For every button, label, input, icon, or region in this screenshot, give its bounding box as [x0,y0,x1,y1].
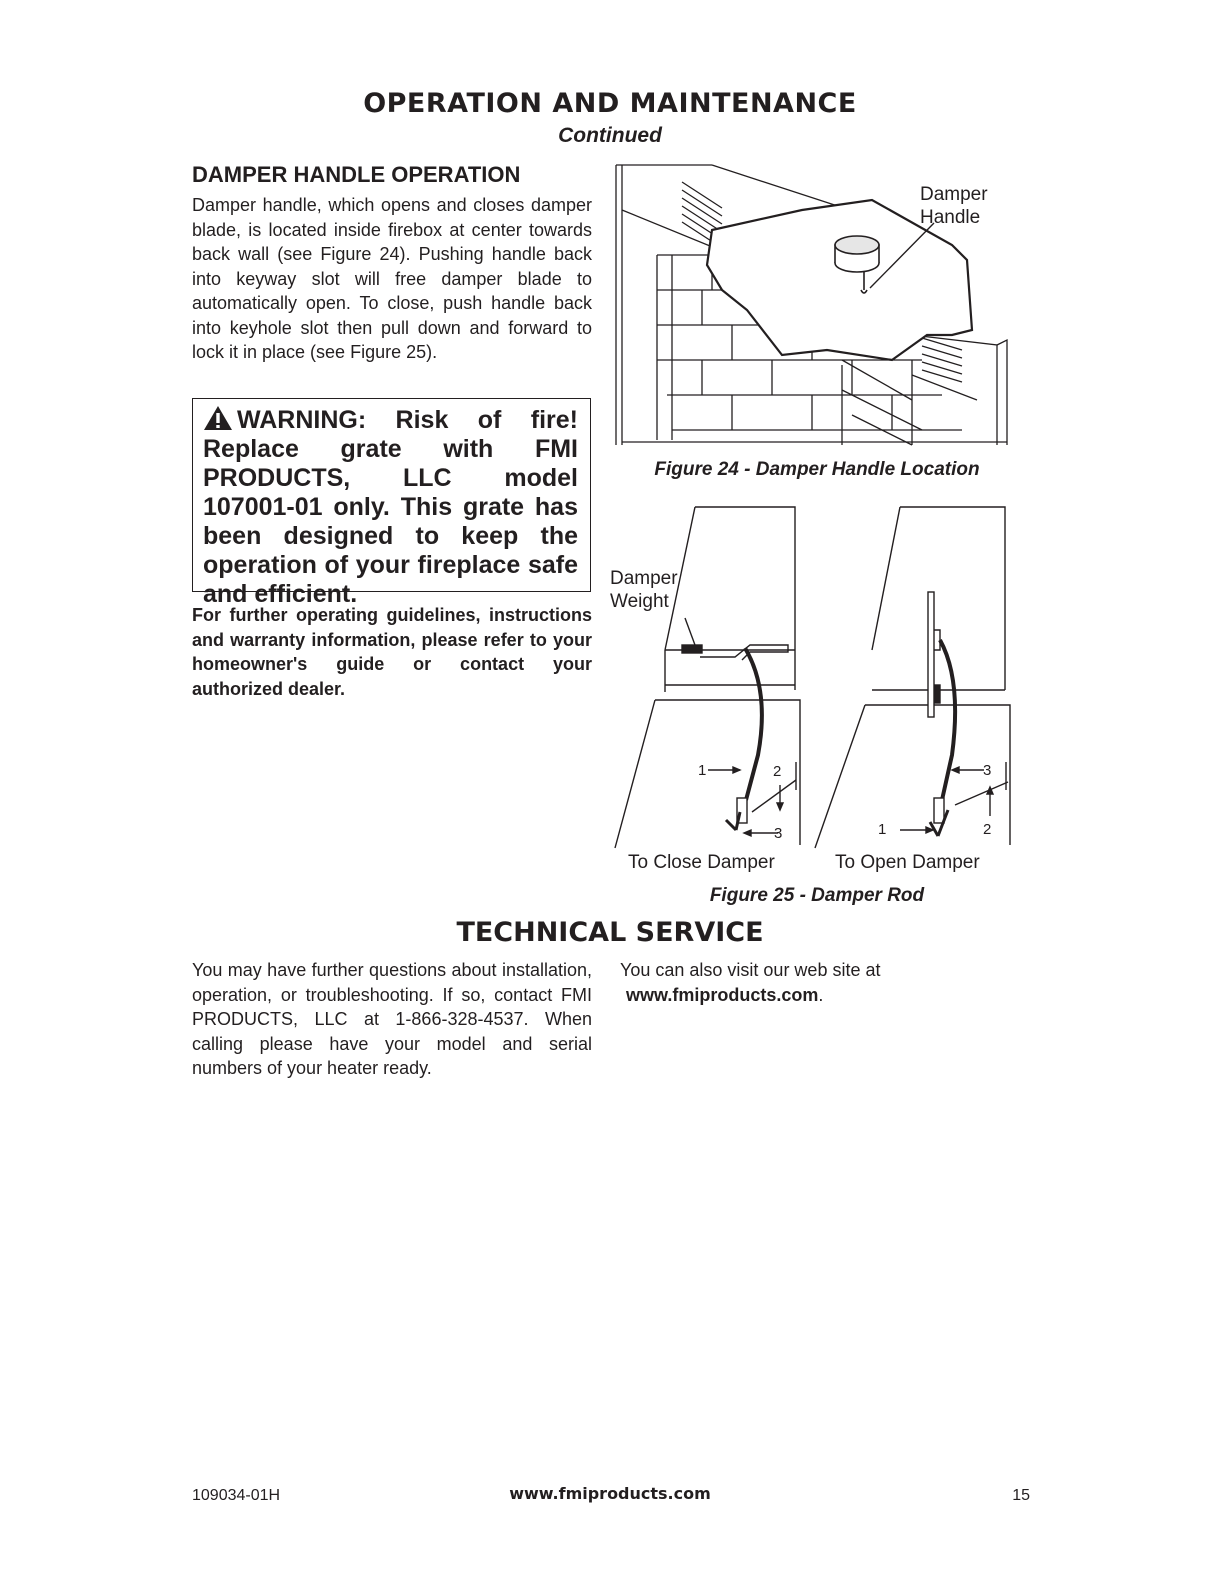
website-period: . [818,984,824,1005]
damper-handle-label-line1: Damper [920,184,988,205]
damper-section-body: Damper handle, which opens and closes damper blade, is located inside firebox at center towards back wall (see Figure 24). Pushing handle back into keyway slot will free damper blade to automatically open. To close, push handle back into keyhole slot then pull down and forward to lock it in place (see Figure 25). [192,195,592,362]
figure-25-caption: Figure 25 - Damper Rod [709,885,925,906]
figure-24-caption: Figure 24 - Damper Handle Location [654,459,980,480]
open-step-2: 2 [983,821,992,838]
guidelines-text: For further operating guidelines, instructions and warranty information, please refer to your homeowner's guide or contact your authorized dealer. [192,605,592,699]
damper-section-heading: DAMPER HANDLE OPERATION [192,162,521,187]
website-link[interactable]: www.fmiproducts.com [626,984,819,1005]
technical-service-right-text [620,958,1020,1007]
page-title: OPERATION AND MAINTENANCE [363,88,857,119]
damper-weight-label-line1: Damper [610,568,678,589]
close-step-3: 3 [774,825,783,842]
technical-service-left-text: You may have further questions about installation, operation, or troubleshooting. If so, contact FMI PRODUCTS, LLC at 1-866-328-4537. When calling please have your model and serial numbers of your heater ready. [192,960,592,1078]
footer-page-number: 15 [1012,1487,1030,1504]
website-intro: You can also visit our web site at [620,960,881,980]
damper-weight-label [610,567,678,613]
page-subtitle: Continued [558,124,662,147]
warning-triangle-icon [203,405,233,431]
footer-doc-number: 109034-01H [192,1487,281,1504]
warning-text: WARNING: Risk of fire! Replace grate with FMI PRODUCTS, LLC model 107001-01 only. This grate has been designed to keep the operation of your fireplace safe and efficient. [203,406,578,608]
to-open-damper-label: To Open Damper [835,852,980,873]
figure-25-illustration [610,500,1025,855]
open-step-3: 3 [983,762,992,779]
damper-handle-label-line2: Handle [920,207,981,228]
to-close-damper-label: To Close Damper [628,852,775,873]
damper-weight-label-line2: Weight [610,591,669,612]
warning-box [192,398,591,608]
close-step-2: 2 [773,763,782,780]
close-step-1: 1 [698,762,707,779]
footer-website[interactable]: www.fmiproducts.com [509,1484,711,1503]
technical-service-title: TECHNICAL SERVICE [456,917,764,948]
open-step-1: 1 [878,821,887,838]
damper-handle-label [920,183,988,229]
